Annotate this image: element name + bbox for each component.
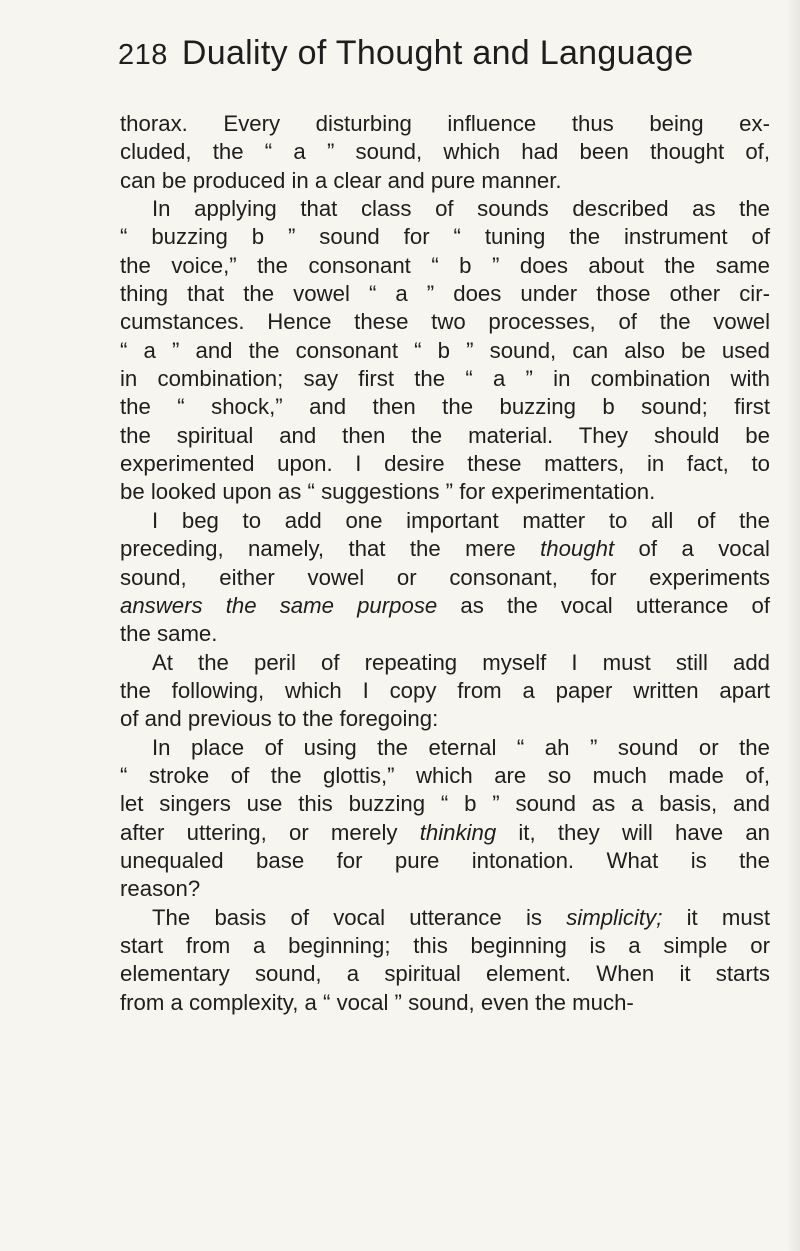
text-run: from a complexity, a “ vocal ” sound, even the much- bbox=[120, 989, 634, 1015]
text-run: preceding, namely, that the mere bbox=[120, 536, 541, 562]
text-run: be looked upon as “ suggestions ” for experimentation. bbox=[120, 479, 656, 505]
text-run: At the peril of repeating myself I must still add bbox=[152, 649, 770, 675]
text-run: thorax. Every disturbing influence thus being ex- bbox=[120, 111, 770, 136]
text-run: The basis of vocal utterance is bbox=[152, 904, 567, 930]
text-run: “ stroke of the glottis,” which are so much made of, bbox=[120, 762, 770, 788]
text-line bbox=[120, 960, 770, 988]
text-line bbox=[120, 592, 770, 620]
text-line bbox=[120, 762, 770, 790]
text-run: the voice,” the consonant “ b ” does about the same bbox=[120, 252, 770, 278]
text-line bbox=[120, 620, 770, 648]
text-line bbox=[120, 649, 770, 677]
text-run: as the vocal utterance of bbox=[437, 592, 770, 618]
text-line bbox=[120, 308, 770, 336]
text-line bbox=[120, 875, 770, 903]
text-line bbox=[120, 677, 770, 705]
text-run: of a vocal bbox=[614, 536, 770, 562]
text-run: in combination; say first the “ a ” in combination with bbox=[120, 366, 770, 392]
text-run: reason? bbox=[120, 876, 201, 902]
text-run: In place of using the eternal “ ah ” sound or the bbox=[152, 734, 770, 760]
text-run: after uttering, or merely bbox=[120, 819, 420, 845]
text-line bbox=[120, 393, 770, 421]
text-line bbox=[120, 110, 770, 138]
text-run: elementary sound, a spiritual element. When it starts bbox=[120, 961, 770, 987]
italic-phrase: thinking bbox=[419, 819, 497, 845]
text-line bbox=[120, 989, 770, 1017]
text-line bbox=[120, 195, 770, 223]
text-line bbox=[120, 138, 770, 166]
italic-phrase: simplicity; bbox=[566, 904, 663, 930]
italic-phrase: thought bbox=[540, 536, 615, 562]
text-run: experimented upon. I desire these matters, in fact, to bbox=[120, 451, 770, 477]
text-line bbox=[120, 819, 770, 847]
body-text bbox=[120, 110, 770, 1017]
text-line bbox=[120, 790, 770, 818]
text-line bbox=[120, 705, 770, 733]
text-run: the “ shock,” and then the buzzing b sound; first bbox=[120, 394, 770, 420]
text-run: the spiritual and then the material. They should be bbox=[120, 422, 770, 448]
text-line bbox=[120, 507, 770, 535]
page-number: 218 bbox=[118, 39, 168, 71]
text-line bbox=[120, 422, 770, 450]
page-edge-shadow bbox=[786, 0, 800, 1251]
text-line bbox=[120, 167, 770, 195]
text-line bbox=[120, 847, 770, 875]
running-header bbox=[118, 34, 768, 94]
text-run: unequaled base for pure intonation. What is the bbox=[120, 847, 770, 873]
running-title: Duality of Thought and Language bbox=[181, 34, 694, 72]
italic-phrase: answers the same purpose bbox=[120, 592, 438, 618]
text-run: I beg to add one important matter to all of the bbox=[152, 507, 770, 533]
text-run: the same. bbox=[120, 621, 218, 647]
text-line bbox=[120, 932, 770, 960]
text-line bbox=[120, 478, 770, 506]
text-run: let singers use this buzzing “ b ” sound as a basis, and bbox=[120, 791, 770, 817]
text-run: the following, which I copy from a paper written apart bbox=[120, 677, 770, 703]
text-line bbox=[120, 564, 770, 592]
text-line bbox=[120, 904, 770, 932]
text-line bbox=[120, 535, 770, 563]
text-run: can be produced in a clear and pure manner. bbox=[120, 167, 562, 193]
text-line bbox=[120, 365, 770, 393]
text-run: it must bbox=[662, 904, 770, 930]
text-line bbox=[120, 252, 770, 280]
text-run: “ a ” and the consonant “ b ” sound, can also be used bbox=[120, 337, 770, 363]
text-line bbox=[120, 450, 770, 478]
text-run: thing that the vowel “ a ” does under those other cir- bbox=[120, 281, 770, 307]
text-run: sound, either vowel or consonant, for experiments bbox=[120, 564, 770, 590]
text-line bbox=[120, 734, 770, 762]
text-run: “ buzzing b ” sound for “ tuning the instrument of bbox=[120, 224, 770, 250]
text-run: In applying that class of sounds described as the bbox=[152, 196, 770, 222]
text-run: of and previous to the foregoing: bbox=[120, 706, 439, 732]
text-run: it, they will have an bbox=[496, 819, 770, 845]
text-line bbox=[120, 280, 770, 308]
text-run: cumstances. Hence these two processes, of the vowel bbox=[120, 309, 770, 335]
text-run: start from a beginning; this beginning is a simple or bbox=[120, 932, 770, 958]
text-run: cluded, the “ a ” sound, which had been thought of, bbox=[120, 139, 770, 165]
text-line bbox=[120, 337, 770, 365]
text-line bbox=[120, 223, 770, 251]
